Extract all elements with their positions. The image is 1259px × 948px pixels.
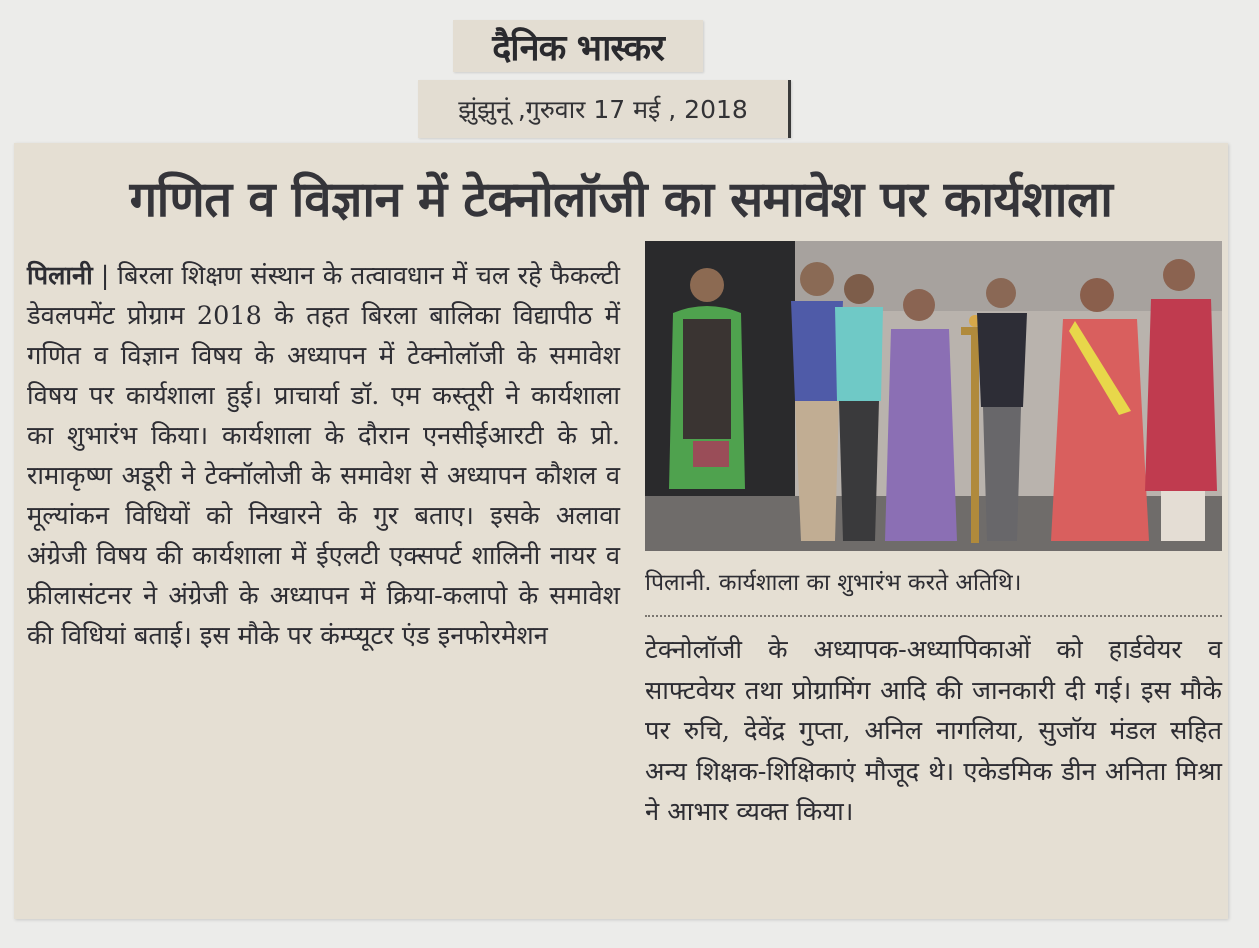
dateline-strip <box>418 80 791 138</box>
masthead-logo-text: दैनिक भास्कर <box>492 27 664 69</box>
article-headline: गणित व विज्ञान में टेक्नोलॉजी का समावेश पर कार्यशाला <box>129 171 1113 228</box>
article-body-right-column <box>645 630 1222 833</box>
dateline-place: पिलानी <box>27 261 93 291</box>
dateline-separator: | <box>100 261 110 291</box>
article-body-left-column <box>27 256 620 656</box>
lamp-lighting-photo-illustration <box>645 241 1222 551</box>
dateline-text: झुंझुनूं ,गुरुवार 17 मई , 2018 <box>458 95 748 124</box>
article-body-left-text: बिरला शिक्षण संस्थान के तत्वावधान में चल रहे फैकल्टी डेवलपमेंट प्रोग्राम 2018 के तहत बिरला बालिका विद्यापीठ में गणित व विज्ञान विषय के अध्यापन में टेक्नोलॉजी के समावेश विषय पर कार्यशाला हुई। प्राचार्या डॉ. एम कस्तूरी ने कार्यशाला का शुभारंभ किया। कार्यशाला के दौरान एनसीईआरटी के प्रो. रामाकृष्ण अडूरी ने टेक्नॉलोजी के समावेश से अध्यापन कौशल व मूल्यांकन विधियों को निखारने के गुर बताए। इसके अलावा अंग्रेजी विषय की कार्यशाला में ईएलटी एक्सपर्ट शालिनी नायर व फ्रीलासंटनर ने अंग्रेजी के अध्यापन में क्रिया-कलापो के समावेश की विधियां बताई। इस मौके पर कंम्प्यूटर एंड इनफोरमेशन <box>27 261 620 651</box>
article-body-right-text: टेक्नोलॉजी के अध्यापक-अध्यापिकाओं को हार्डवेयर व साफ्टवेयर तथा प्रोग्रामिंग आदि की जानकारी दी गई। इस मौके पर रुचि, देवेंद्र गुप्ता, अनिल नागलिया, सुजॉय मंडल सहित अन्य शिक्षक-शिक्षिकाएं मौजूद थे। एकेडमिक डीन अनिता मिश्रा ने आभार व्यक्त किया। <box>645 635 1222 827</box>
caption-divider <box>645 615 1222 617</box>
event-photo <box>645 241 1222 551</box>
photo-caption: पिलानी. कार्यशाला का शुभारंभ करते अतिथि। <box>645 570 1022 596</box>
person-3 <box>835 274 883 541</box>
newspaper-masthead <box>453 20 703 72</box>
news-article-clipping <box>14 143 1228 919</box>
